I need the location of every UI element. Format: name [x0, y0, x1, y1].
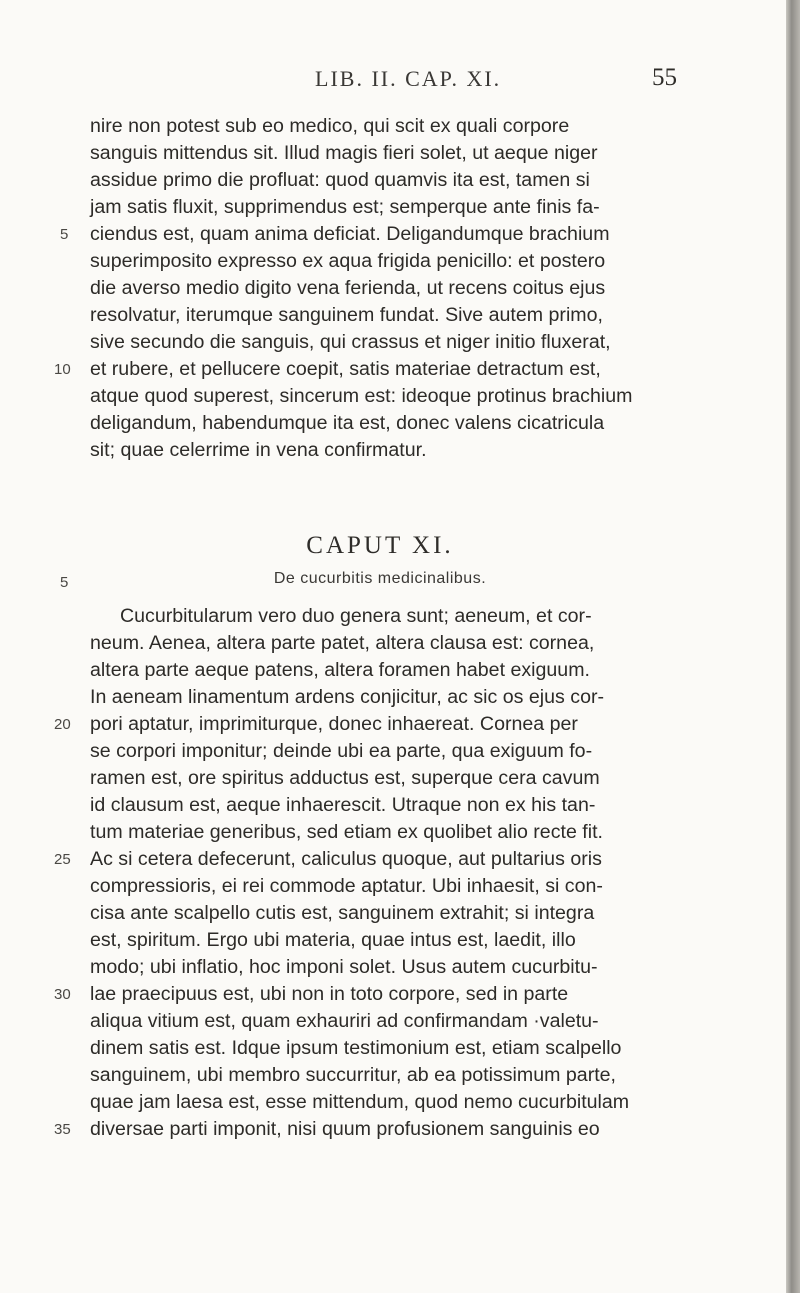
- text-line: sanguinem, ubi membro succurritur, ab ea potissimum parte,: [90, 1064, 616, 1086]
- text-line: Ac si cetera defecerunt, caliculus quoque, aut pultarius oris: [90, 848, 602, 870]
- text-line: id clausum est, aeque inhaerescit. Utraque non ex his tan-: [90, 794, 596, 816]
- text-line: cisa ante scalpello cutis est, sanguinem extrahit; si integra: [90, 902, 595, 924]
- text-line: sit; quae celerrime in vena confirmatur.: [90, 439, 427, 461]
- text-line: nire non potest sub eo medico, qui scit ex quali corpore: [90, 115, 570, 137]
- text-line: est, spiritum. Ergo ubi materia, quae intus est, laedit, illo: [90, 929, 576, 951]
- text-line: superimposito expresso ex aqua frigida penicillo: et postero: [90, 250, 606, 272]
- text-line: sive secundo die sanguis, qui crassus et niger initio fluxerat,: [90, 331, 611, 353]
- text-line: diversae parti imponit, nisi quum profusionem sanguinis eo: [90, 1118, 600, 1140]
- text-line: pori aptatur, imprimiturque, donec inhaereat. Cornea per: [90, 713, 578, 735]
- text-line: tum materiae generibus, sed etiam ex quolibet alio recte fit.: [90, 821, 603, 843]
- line-number: 30: [54, 986, 71, 1003]
- line-number: 20: [54, 716, 71, 733]
- text-line: die averso medio digito vena ferienda, ut recens coitus ejus: [90, 277, 606, 299]
- text-line: deligandum, habendumque ita est, donec valens cicatricula: [90, 412, 605, 434]
- line-number: 10: [54, 361, 71, 378]
- chapter-title: CAPUT XI.: [306, 532, 454, 559]
- text-line: altera parte aeque patens, altera foramen habet exiguum.: [90, 659, 590, 681]
- line-number: 35: [54, 1121, 71, 1138]
- text-line: modo; ubi inflatio, hoc imponi solet. Usus autem cucurbitu-: [90, 956, 598, 978]
- text-line: et rubere, et pellucere coepit, satis materiae detractum est,: [90, 358, 601, 380]
- text-line: jam satis fluxit, supprimendus est; semperque ante finis fa-: [90, 196, 600, 218]
- text-line: ramen est, ore spiritus adductus est, superque cera cavum: [90, 767, 600, 789]
- text-line: atque quod superest, sincerum est: ideoque protinus brachium: [90, 385, 633, 407]
- text-line: resolvatur, iterumque sanguinem fundat. Sive autem primo,: [90, 304, 603, 326]
- line-number: 5: [60, 226, 69, 243]
- page-number: 55: [652, 64, 677, 91]
- page-edge-shadow: [786, 0, 800, 1293]
- text-line: sanguis mittendus sit. Illud magis fieri solet, ut aeque niger: [90, 142, 598, 164]
- text-line: se corpori imponitur; deinde ubi ea parte, qua exiguum fo-: [90, 740, 593, 762]
- text-line: ciendus est, quam anima deficiat. Deligandumque brachium: [90, 223, 610, 245]
- text-line: quae jam laesa est, esse mittendum, quod nemo cucurbitulam: [90, 1091, 630, 1113]
- text-line: In aeneam linamentum ardens conjicitur, ac sic os ejus cor-: [90, 686, 605, 708]
- line-number: 25: [54, 851, 71, 868]
- text-line: aliqua vitium est, quam exhauriri ad confirmandam ·valetu-: [90, 1010, 599, 1032]
- text-line: dinem satis est. Idque ipsum testimonium est, etiam scalpello: [90, 1037, 622, 1059]
- text-line: Cucurbitularum vero duo genera sunt; aeneum, et cor-: [120, 605, 592, 627]
- text-line: compressioris, ei rei commode aptatur. Ubi inhaesit, si con-: [90, 875, 603, 897]
- page-header: [0, 66, 800, 96]
- line-number: 5: [60, 574, 69, 591]
- running-head: LIB. II. CAP. XI.: [315, 66, 502, 91]
- text-line: lae praecipuus est, ubi non in toto corpore, sed in parte: [90, 983, 569, 1005]
- text-line: assidue primo die profluat: quod quamvis ita est, tamen si: [90, 169, 590, 191]
- chapter-subtitle: De cucurbitis medicinalibus.: [273, 570, 487, 587]
- text-line: neum. Aenea, altera parte patet, altera clausa est: cornea,: [90, 632, 595, 654]
